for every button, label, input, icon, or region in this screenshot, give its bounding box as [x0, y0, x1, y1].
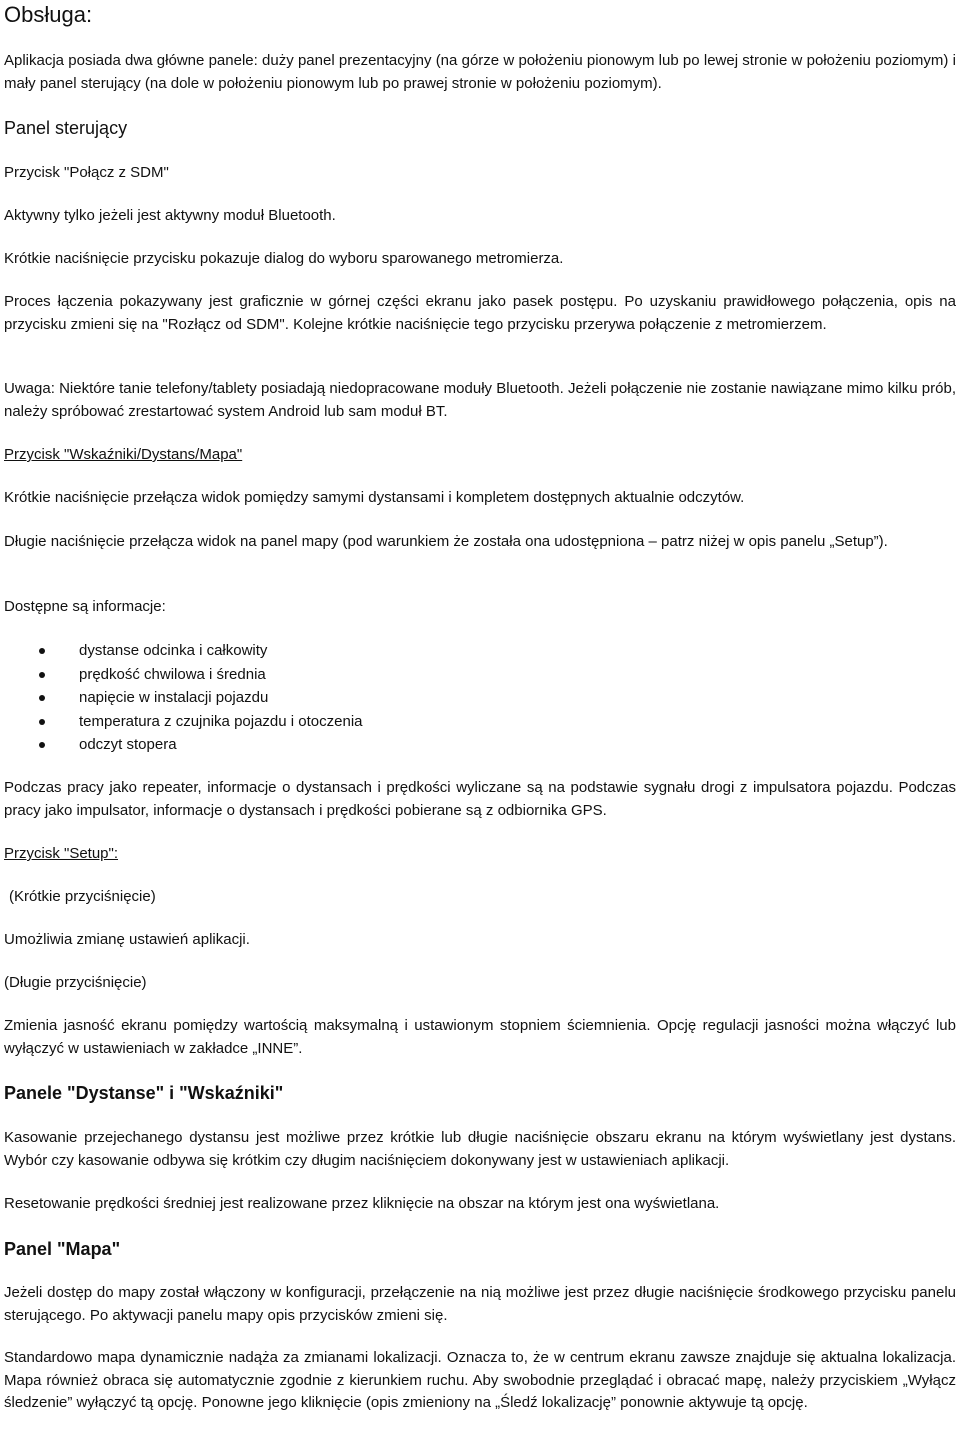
info-list	[4, 641, 604, 759]
page-title: Obsługa:	[4, 2, 93, 27]
setup-button-heading: Przycisk "Setup":	[4, 845, 119, 862]
dystanse-paragraph-1: Kasowanie przejechanego dystansu jest możliwe przez krótkie lub długie naciśnięcie obszaru ekranu na którym wyświetlany jest dystans. Wybór czy kasowanie odbywa się krótkim czy długim naciśnięciem dokonywany jest w ustawieniach aplikacji.	[4, 1129, 956, 1169]
mapa-paragraph-2: Standardowo mapa dynamicznie nadąża za zmianami lokalizacji. Oznacza to, że w centrum ekranu zawsze znajduje się aktualna lokalizacja. Mapa również obraca się automatycznie zgodnie z kierunkiem ruchu. Aby swobodnie przeglądać i obracać mapę, należy przyciskiem „Wyłącz śledzenie” wyłączyć tą opcję. Ponowne jego kliknięcie (opis zmieniony na „Śledź lokalizację” ponownie aktywuje tą opcję.	[4, 1349, 956, 1411]
wsk-paragraph-2: Długie naciśnięcie przełącza widok na panel mapy (pod warunkiem że została ona udostępniona – patrz niżej w opis panelu „Setup”).	[4, 533, 888, 550]
bullet-icon	[39, 648, 45, 654]
bullet-icon	[39, 719, 45, 725]
list-item: odczyt stopera	[4, 735, 604, 759]
setup-short-label: (Krótkie przyciśnięcie)	[9, 888, 156, 905]
bullet-icon	[39, 695, 45, 701]
panele-dystanse-heading: Panele "Dystanse" i "Wskaźniki"	[4, 1083, 284, 1103]
wsk-paragraph-1: Krótkie naciśnięcie przełącza widok pomiędzy samymi dystansami i kompletem dostępnych aktualnie odczytów.	[4, 489, 745, 506]
wsk-button-heading: Przycisk "Wskaźniki/Dystans/Mapa"	[4, 446, 243, 463]
sdm-paragraph-4: Uwaga: Niektóre tanie telefony/tablety posiadają niedopracowane moduły Bluetooth. Jeżeli połączenie nie zostanie nawiązane mimo kilku prób, należy spróbować zrestartować system Android lub sam moduł BT.	[4, 380, 956, 420]
setup-long-paragraph: Zmienia jasność ekranu pomiędzy wartością maksymalną i ustawionym stopniem ściemnienia. Opcję regulacji jasności można włączyć lub wyłączyć w ustawieniach w zakładce „INNE”.	[4, 1017, 956, 1057]
panel-sterujacy-heading: Panel sterujący	[4, 118, 128, 138]
sdm-button-heading: Przycisk "Połącz z SDM"	[4, 164, 169, 181]
list-item: prędkość chwilowa i średnia	[4, 665, 604, 689]
info-heading: Dostępne są informacje:	[4, 598, 166, 615]
list-item: dystanse odcinka i całkowity	[4, 641, 604, 665]
mapa-paragraph-1: Jeżeli dostęp do mapy został włączony w konfiguracji, przełączenie na nią możliwe jest przez długie naciśnięcie środkowego przycisku panelu sterującego. Po aktywacji panelu mapy opis przycisków zmieni się.	[4, 1284, 956, 1324]
sdm-paragraph-1: Aktywny tylko jeżeli jest aktywny moduł Bluetooth.	[4, 207, 336, 224]
repeater-paragraph: Podczas pracy jako repeater, informacje o dystansach i prędkości wyliczane są na podstawie sygnału drogi z impulsatora pojazdu. Podczas pracy jako impulsator, informacje o dystansach i prędkości pobierane są z odbiornika GPS.	[4, 779, 956, 819]
panel-mapa-heading: Panel "Mapa"	[4, 1239, 121, 1259]
setup-long-label: (Długie przyciśnięcie)	[4, 974, 147, 991]
sdm-paragraph-2: Krótkie naciśnięcie przycisku pokazuje dialog do wyboru sparowanego metromierza.	[4, 250, 564, 267]
bullet-icon	[39, 742, 45, 748]
list-item: temperatura z czujnika pojazdu i otoczenia	[4, 712, 604, 736]
dystanse-paragraph-2: Resetowanie prędkości średniej jest realizowane przez kliknięcie na obszar na którym jest ona wyświetlana.	[4, 1195, 720, 1212]
bullet-icon	[39, 672, 45, 678]
intro-paragraph: Aplikacja posiada dwa główne panele: duży panel prezentacyjny (na górze w położeniu pionowym lub po lewej stronie w położeniu poziomym) i mały panel sterujący (na dole w położeniu pionowym lub po prawej stronie w położeniu poziomym).	[4, 52, 956, 92]
list-item: napięcie w instalacji pojazdu	[4, 688, 604, 712]
sdm-paragraph-3: Proces łączenia pokazywany jest graficznie w górnej części ekranu jako pasek postępu. Po uzyskaniu prawidłowego połączenia, opis na przycisku zmieni się na "Rozłącz od SDM". Kolejne krótkie naciśnięcie tego przycisku przerywa połączenie z metromierzem.	[4, 293, 956, 333]
setup-short-paragraph: Umożliwia zmianę ustawień aplikacji.	[4, 931, 250, 948]
